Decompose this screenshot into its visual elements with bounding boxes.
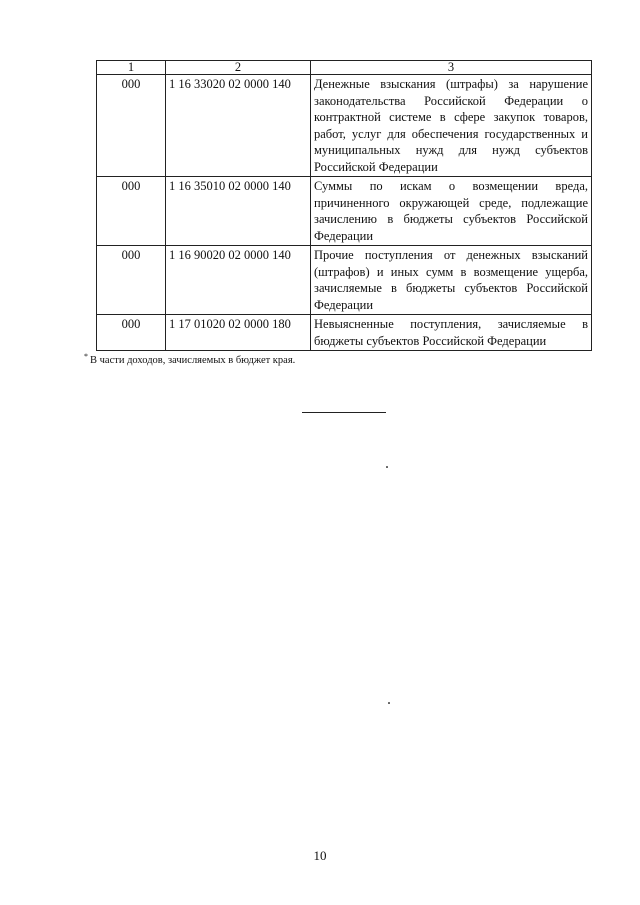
revenue-code-cell: 1 16 35010 02 0000 140 (166, 177, 311, 246)
separator-line (302, 412, 386, 413)
table-row (97, 177, 592, 246)
column-header-3: 3 (311, 61, 592, 75)
column-header-1: 1 (97, 61, 166, 75)
scan-speck (386, 466, 388, 468)
page-number: 10 (313, 848, 327, 863)
footnote (84, 352, 295, 366)
table-row (97, 315, 592, 351)
description-cell: Прочие поступления от денежных взысканий (штрафов) и иных сумм в возмещение ущерба, зачисляемые в бюджеты субъектов Российской Федерации (311, 246, 592, 315)
table-row (97, 75, 592, 177)
revenue-code-cell: 1 16 33020 02 0000 140 (166, 75, 311, 177)
admin-code-cell: 000 (97, 75, 166, 177)
footnote-marker: * (84, 352, 88, 361)
table-header-row (97, 61, 592, 75)
admin-code-cell: 000 (97, 177, 166, 246)
column-header-2: 2 (166, 61, 311, 75)
revenue-code-cell: 1 16 90020 02 0000 140 (166, 246, 311, 315)
revenue-codes-table (96, 60, 592, 351)
description-cell: Суммы по искам о возмещении вреда, причиненного окружающей среде, подлежащие зачислению в бюджеты субъектов Российской Федерации (311, 177, 592, 246)
footnote-text: В части доходов, зачисляемых в бюджет края. (90, 355, 296, 366)
admin-code-cell: 000 (97, 315, 166, 351)
admin-code-cell: 000 (97, 246, 166, 315)
description-cell: Невыясненные поступления, зачисляемые в бюджеты субъектов Российской Федерации (311, 315, 592, 351)
revenue-code-cell: 1 17 01020 02 0000 180 (166, 315, 311, 351)
description-cell: Денежные взыскания (штрафы) за нарушение законодательства Российской Федерации о контрактной системе в сфере закупок товаров, работ, услуг для обеспечения государственных и муниципальных нужд для нужд субъектов Российской Федерации (311, 75, 592, 177)
scan-speck (388, 702, 390, 704)
table-row (97, 246, 592, 315)
